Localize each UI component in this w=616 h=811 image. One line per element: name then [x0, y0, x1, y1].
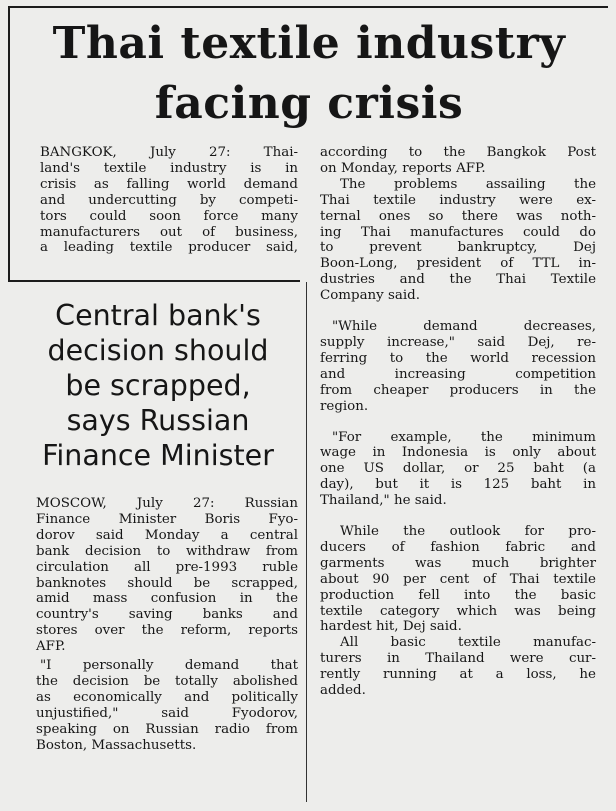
text-line: AFP.: [36, 639, 66, 655]
text-line: on Monday, reports AFP.: [320, 160, 486, 176]
text-line: to prevent bankruptcy, Dej: [320, 240, 596, 256]
text-line: wage in Indonesia is only about: [320, 445, 596, 461]
text-line: "For example, the minimum: [332, 429, 596, 445]
text-line: added.: [320, 683, 366, 699]
text-line: dustries and the Thai Textile: [320, 272, 596, 288]
headline-line: Central bank's: [55, 299, 261, 332]
text-line: ternal ones so there was noth-: [320, 208, 596, 224]
article1-paragraph: [320, 635, 596, 699]
text-line: land's textile industry is in: [40, 160, 298, 176]
text-line: Thailand," he said.: [320, 493, 447, 509]
text-line: circulation all pre-1993 ruble: [36, 559, 298, 575]
article1-left-column: [40, 145, 298, 256]
text-line: Boon-Long, president of TTL in-: [320, 256, 596, 272]
text-line: stores over the reform, reports: [36, 623, 298, 639]
text-line: rently running at a loss, he: [320, 667, 596, 683]
text-line: textile category which was being: [320, 603, 596, 619]
text-line: country's saving banks and: [36, 607, 298, 623]
text-line: MOSCOW, July 27: Russian: [36, 496, 298, 511]
text-line: supply increase," said Dej, re-: [320, 334, 596, 350]
text-line: about 90 per cent of Thai textile: [320, 571, 596, 587]
text-line: Boston, Massachusetts.: [36, 737, 197, 753]
article2-paragraph: [36, 658, 298, 753]
text-line: turers in Thailand were cur-: [320, 651, 596, 667]
article1-paragraph: [320, 145, 596, 177]
article1-right-column: [320, 145, 596, 699]
text-line: day), but it is 125 baht in: [320, 477, 596, 493]
text-line: the decision be totally abolished: [36, 673, 298, 689]
article-border-top: [8, 6, 608, 8]
text-line: and increasing competition: [320, 366, 596, 382]
text-line: crisis as falling world demand: [40, 176, 298, 192]
text-line: BANGKOK, July 27: Thai-: [40, 145, 298, 160]
text-line: "I personally demand that: [40, 658, 298, 674]
text-line: ing Thai manufactures could do: [320, 224, 596, 240]
text-line: dorov said Monday a central: [36, 527, 298, 543]
text-line: bank decision to withdraw from: [36, 543, 298, 559]
article1-paragraph: [320, 319, 596, 414]
headline-line-2: facing crisis: [154, 78, 464, 129]
text-line: ducers of fashion fabric and: [320, 539, 596, 555]
text-line: Thai textile industry were ex-: [320, 192, 596, 208]
text-line: The problems assailing the: [340, 176, 596, 192]
text-line: region.: [320, 398, 369, 414]
article2-body: [36, 496, 298, 754]
article2-headline: [12, 298, 304, 473]
article1-lead-paragraph: [40, 145, 298, 256]
text-line: from cheaper producers in the: [320, 382, 596, 398]
article-border-left: [8, 6, 10, 280]
text-line: manufacturers out of business,: [40, 224, 298, 240]
text-line: and undercutting by competi-: [40, 192, 298, 208]
text-line: production fell into the basic: [320, 587, 596, 603]
headline-line: decision should: [47, 334, 269, 367]
headline-line: Finance Minister: [42, 439, 274, 472]
text-line: amid mass confusion in the: [36, 591, 298, 607]
article2-paragraph: [36, 496, 298, 655]
text-line: hardest hit, Dej said.: [320, 619, 462, 635]
text-line: as economically and politically: [36, 689, 298, 705]
text-line: speaking on Russian radio from: [36, 721, 298, 737]
text-line: "While demand decreases,: [332, 319, 596, 335]
headline-line: says Russian: [66, 404, 250, 437]
article-border-bottom: [8, 280, 300, 282]
text-line: a leading textile producer said,: [40, 240, 298, 256]
article-headline: [12, 14, 606, 134]
text-line: garments was much brighter: [320, 555, 596, 571]
article1-paragraph: [320, 430, 596, 510]
article1-paragraph: [320, 177, 596, 304]
article1-paragraph: [320, 524, 596, 635]
text-line: Company said.: [320, 288, 420, 304]
text-line: All basic textile manufac-: [340, 635, 596, 651]
text-line: Finance Minister Boris Fyo-: [36, 511, 298, 527]
text-line: one US dollar, or 25 baht (a: [320, 461, 596, 477]
text-line: tors could soon force many: [40, 208, 298, 224]
text-line: While the outlook for pro-: [340, 524, 596, 540]
text-line: unjustified," said Fyodorov,: [36, 705, 298, 721]
column-divider: [306, 282, 307, 802]
headline-line-1: Thai textile industry: [52, 18, 566, 69]
text-line: according to the Bangkok Post: [320, 145, 596, 160]
text-line: banknotes should be scrapped,: [36, 575, 298, 591]
headline-line: be scrapped,: [65, 369, 251, 402]
text-line: ferring to the world recession: [320, 350, 596, 366]
